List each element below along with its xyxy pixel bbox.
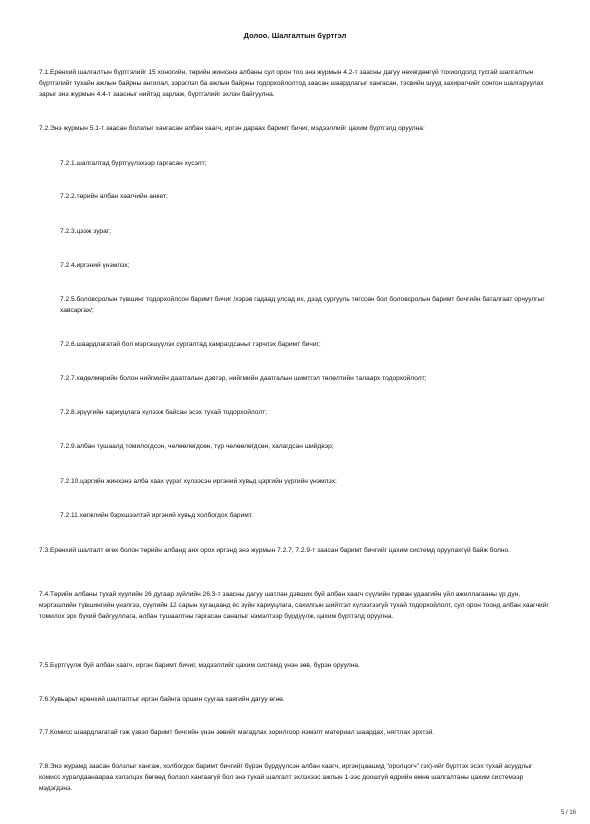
section-title: Долоо. Шалгалтын бүртгэл [243, 31, 347, 40]
paragraph-7-2-1: 7.2.1.шалгалтад бүртгүүлэхээр гаргасан хүсэлт; [60, 160, 207, 167]
paragraph-7-2-11: 7.2.11.хөгжлийн бэрхшээлтэй иргэний хувьд холбогдох баримт. [60, 512, 253, 519]
paragraph-7-2-2: 7.2.2.төрийн албан хаагчийн анкет; [60, 193, 168, 200]
paragraph-7-1: 7.1.Ерөнхий шалгалтын бүртгэлийг 15 хоногийн, төрийн жинхэнэ албаны сул орон тоо энэ журмын 4.2-т заасны дагуу нөхөгдөөгүй тохиолдолд тусгай шалгалтын бүртгэлийг тухайн ажлын байрны ангилал, зэрэглэл ба ажлын байрны тодорхойлолтод заасан шаардлагыг хангасан, тэсвийн шууд захирагчийг сонгон шалгаруулах зарыг энэ журмын 4.4-т заасныг нийтэд зарлаж, бүртгэлийг эхлэн байгуулна. [39, 69, 544, 98]
paragraph-7-2-4: 7.2.4.иргэний үнэмлэх; [60, 262, 130, 269]
paragraph-7-2-10: 7.2.10.цэргийн жинхэнэ алба хаах үүрэг хүлээсэн иргэний хувьд цэргийн үүргийн үнэмлэх; [60, 478, 337, 485]
paragraph-7-2-3: 7.2.3.цээж зураг; [60, 228, 111, 235]
paragraph-7-6: 7.6.Хувьарьт ерөнхий шалгалтыг иргэн байнга оршин суугаа хаягийн дагуу өгнө. [39, 696, 285, 703]
paragraph-7-2-8: 7.2.8.эрүүгийн хариуцлага хүлээж байсан эсэх тухай тодорхойлолт; [60, 409, 268, 416]
paragraph-7-2-7: 7.2.7.хөдөлмөрийн болон нийгмийн даатгалын дэвтэр, нийгмийн даатгалын шимтгэл төлөлтийн талаарх тодорхойлолт; [60, 375, 427, 382]
page-number: 5 / 16 [560, 810, 576, 816]
paragraph-7-7: 7.7.Комисс шаардлагатай гэж үзвэл баримт бичгийн үнэн зөвийг магадлах зорилгоор нэмэлт материал шаардах, нягтлах эрхтэй. [39, 729, 435, 736]
paragraph-7-2: 7.2.Энэ журмын 5.1-т заасан болзлыг хангасан албан хаагч, иргэн дараах баримт бичиг, мэдээллийг цахим бүртгэлд оруулна: [39, 125, 425, 132]
paragraph-7-2-6: 7.2.6.шаардлагатай бол мэргэшүүлэх сургалтад хамрагдсаныг гэрчлэх баримт бичиг; [60, 341, 321, 348]
paragraph-7-5: 7.5.Бүртгүүлж буй албан хаагч, иргэн баримт бичиг, мэдээллийг цахим системд үнэн зөв, бүрэн оруулна. [39, 662, 360, 669]
paragraph-7-3: 7.3.Ерөнхий шалгалт өгөх болон төрийн албанд анх орох иргэнд энэ журмын 7.2.7, 7.2.9-т заасан баримт бичгийг цахим системд оруулахгүй байж болно. [39, 547, 511, 554]
paragraph-7-2-9: 7.2.9.албан тушаалд томилогдсон, чөлөөлөгдсөн, түр чөлөөлөгдсөн, халагдсан шийдвэр; [60, 443, 334, 450]
paragraph-7-2-5: 7.2.5.боловсролын түвшинг тодорхойлсон баримт бичиг /хэрэв гадаад улсад их, дээд сургууль төгссөн бол боловсролын баримт бичгийн баталгаат орчуулгыг хавсаргах/; [60, 296, 545, 314]
paragraph-7-8: 7.8.Энэ журамд заасан болзлыг хангаж, холбогдох баримт бичгийг бүрэн бүрдүүлсэн албан хаагч, иргэн(цаашид "оролцогч" гэх)-ийг бүртгэх эсэх тухай асуудлыг комисс хуралдаанаараа хэлэлцэх бөгөөд болзол хангаагүй бол энэ тухай шалгалт эхлэхээс ажлын 1-ээс доошгүй өдрийн өмнө шалгалтаны цахим системээр мэдэгдэнэ. [39, 763, 533, 792]
paragraph-7-4: 7.4.Төрийн албаны тухай хуулийн 26 дугаар зүйлийн 26.3-т заасны дагуу шатлан дэвших буй албан хаагч сүүлийн гурван удаагийн үйл ажиллагааны үр дүн, мэргэшлийн түвшингийн үнэлгээ, сүүлийн 12 сарын хугацаанд ёс зүйн хариуцлага, сахилгын шийтгэл хүлээгээгүй тухай тодорхойлолт, сул орон тоонд албан хаагчийг томилох эрх бүхий байгууллага, албан тушаалтны гаргасан саналыг нэмэлтээр бүрдүүлж, цахим бүртгэлд оруулна. [39, 591, 549, 620]
